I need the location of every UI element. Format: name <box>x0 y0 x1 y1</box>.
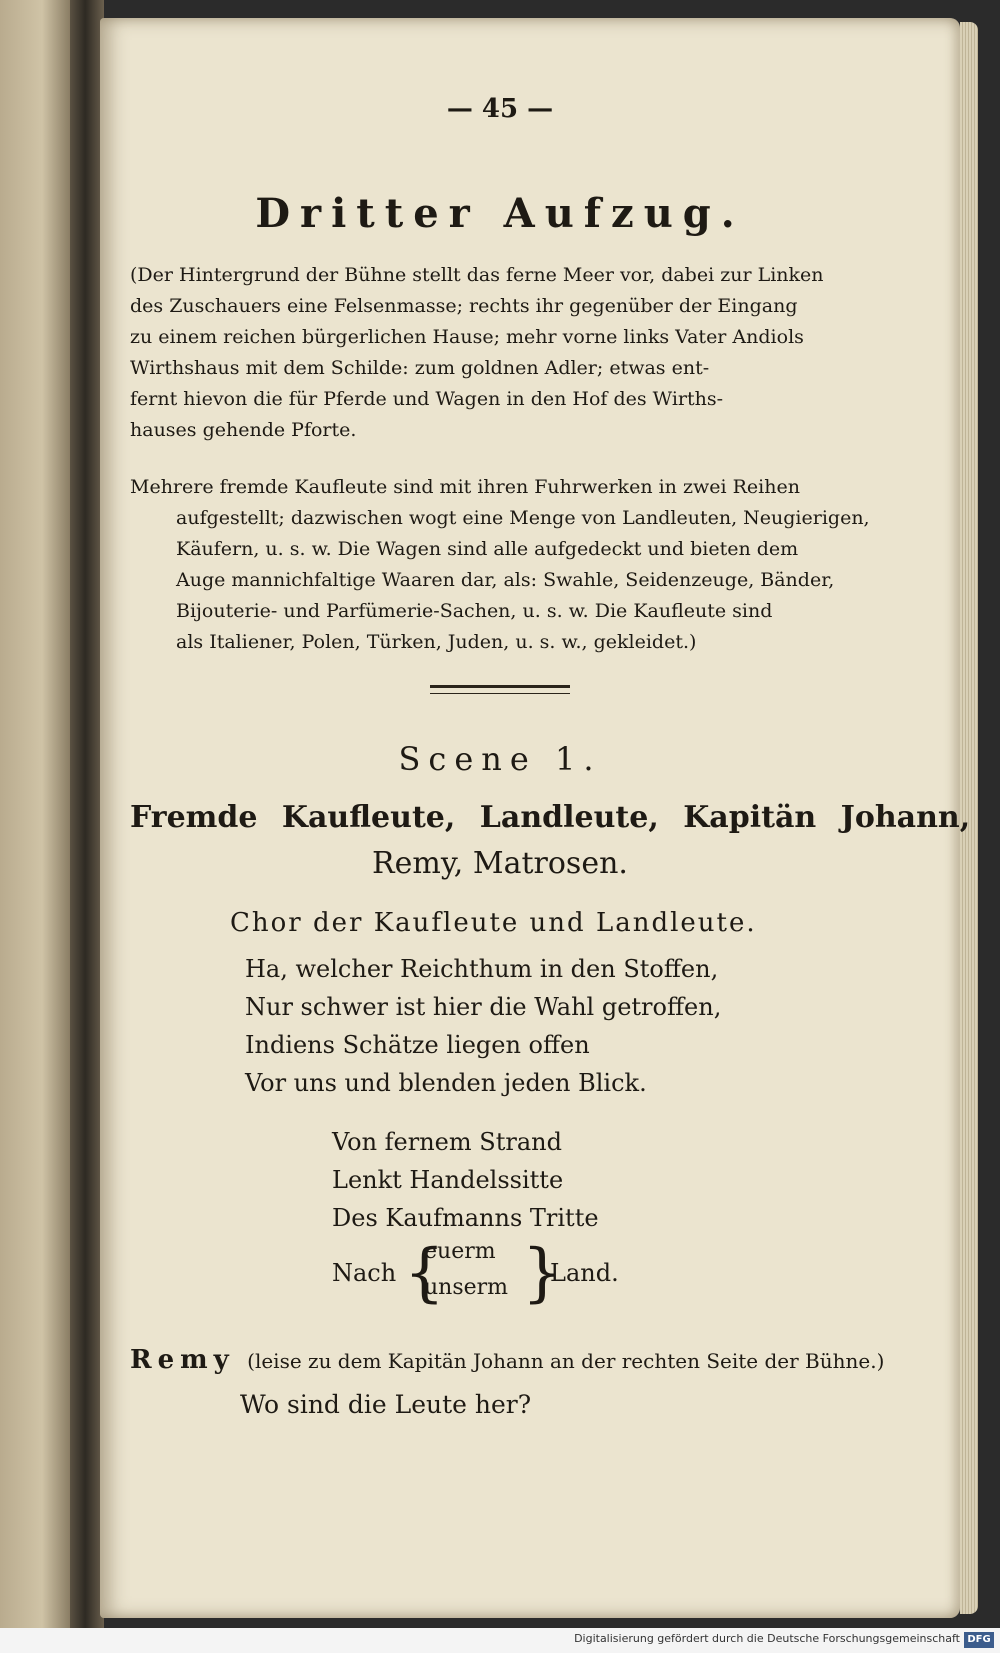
verse-line: Von fernem Strand <box>332 1128 562 1156</box>
stage-direction-2 <box>130 472 870 658</box>
page-number: — 45 — <box>446 94 554 124</box>
brace-prefix: Nach <box>332 1259 397 1287</box>
stage-line: zu einem reichen bürgerlichen Hause; mehr vorne links Vater Andiols <box>130 326 804 348</box>
brace-option-1: euerm <box>424 1239 496 1264</box>
footer-credit: Digitalisierung gefördert durch die Deutsche Forschungsgemeinschaft <box>574 1632 960 1645</box>
verse-line: Vor uns und blenden jeden Blick. <box>245 1069 647 1097</box>
stage-line: hauses gehende Pforte. <box>130 419 357 441</box>
stage-line: Auge mannichfaltige Waaren dar, als: Swahle, Seidenzeuge, Bänder, <box>176 569 835 591</box>
verse-line: Des Kaufmanns Tritte <box>332 1204 599 1232</box>
verse-line: Lenkt Handelssitte <box>332 1166 564 1194</box>
stage-line: Wirthshaus mit dem Schilde: zum goldnen Adler; etwas ent- <box>130 357 710 379</box>
stage-line: fernt hievon die für Pferde und Wagen in den Hof des Wirths- <box>130 388 724 410</box>
verse-block-1 <box>245 950 721 1102</box>
divider-rule-thin <box>430 693 570 694</box>
dfg-logo: DFG <box>964 1632 994 1648</box>
brace-option-2: unserm <box>424 1275 509 1300</box>
cast-line-2: Remy, Matrosen. <box>372 846 628 881</box>
stage-line: des Zuschauers eine Felsenmasse; rechts ihr gegenüber der Eingang <box>130 295 798 317</box>
footer-bar <box>0 1628 1000 1653</box>
brace-suffix: Land. <box>550 1259 619 1287</box>
left-page-edge <box>0 0 70 1653</box>
chorus-heading: Chor der Kaufleute und Landleute. <box>230 908 757 938</box>
stage-line: (Der Hintergrund der Bühne stellt das ferne Meer vor, dabei zur Linken <box>130 264 824 286</box>
stage-line: Käufern, u. s. w. Die Wagen sind alle aufgedeckt und bieten dem <box>176 538 799 560</box>
speech-line: Wo sind die Leute her? <box>240 1390 532 1419</box>
cast-line-1: Fremde Kaufleute, Landleute, Kapitän Johann, <box>130 800 971 835</box>
verse-block-2 <box>332 1123 599 1237</box>
stage-direction-1 <box>130 260 824 446</box>
act-title: Dritter Aufzug. <box>255 190 745 237</box>
book-gutter <box>70 0 104 1653</box>
speaker-name: Remy <box>130 1345 235 1375</box>
stage-line: aufgestellt; dazwischen wogt eine Menge von Landleuten, Neugierigen, <box>176 507 870 529</box>
left-brace-glyph: { <box>404 1236 445 1310</box>
speaker-line <box>130 1345 884 1375</box>
speaker-direction: (leise zu dem Kapitän Johann an der rechten Seite der Bühne.) <box>247 1349 885 1373</box>
divider-rule-thick <box>430 685 570 688</box>
stage-line: Mehrere fremde Kaufleute sind mit ihren Fuhrwerken in zwei Reihen <box>130 476 800 498</box>
stage-line: Bijouterie- und Parfümerie-Sachen, u. s. w. Die Kaufleute sind <box>176 600 773 622</box>
verse-line: Nur schwer ist hier die Wahl getroffen, <box>245 993 722 1021</box>
verse-line: Indiens Schätze liegen offen <box>245 1031 590 1059</box>
verse-line: Ha, welcher Reichthum in den Stoffen, <box>245 955 719 983</box>
right-brace-glyph: } <box>522 1236 563 1310</box>
scene-title: Scene 1. <box>398 740 602 778</box>
stage-line: als Italiener, Polen, Türken, Juden, u. s. w., gekleidet.) <box>176 631 697 653</box>
